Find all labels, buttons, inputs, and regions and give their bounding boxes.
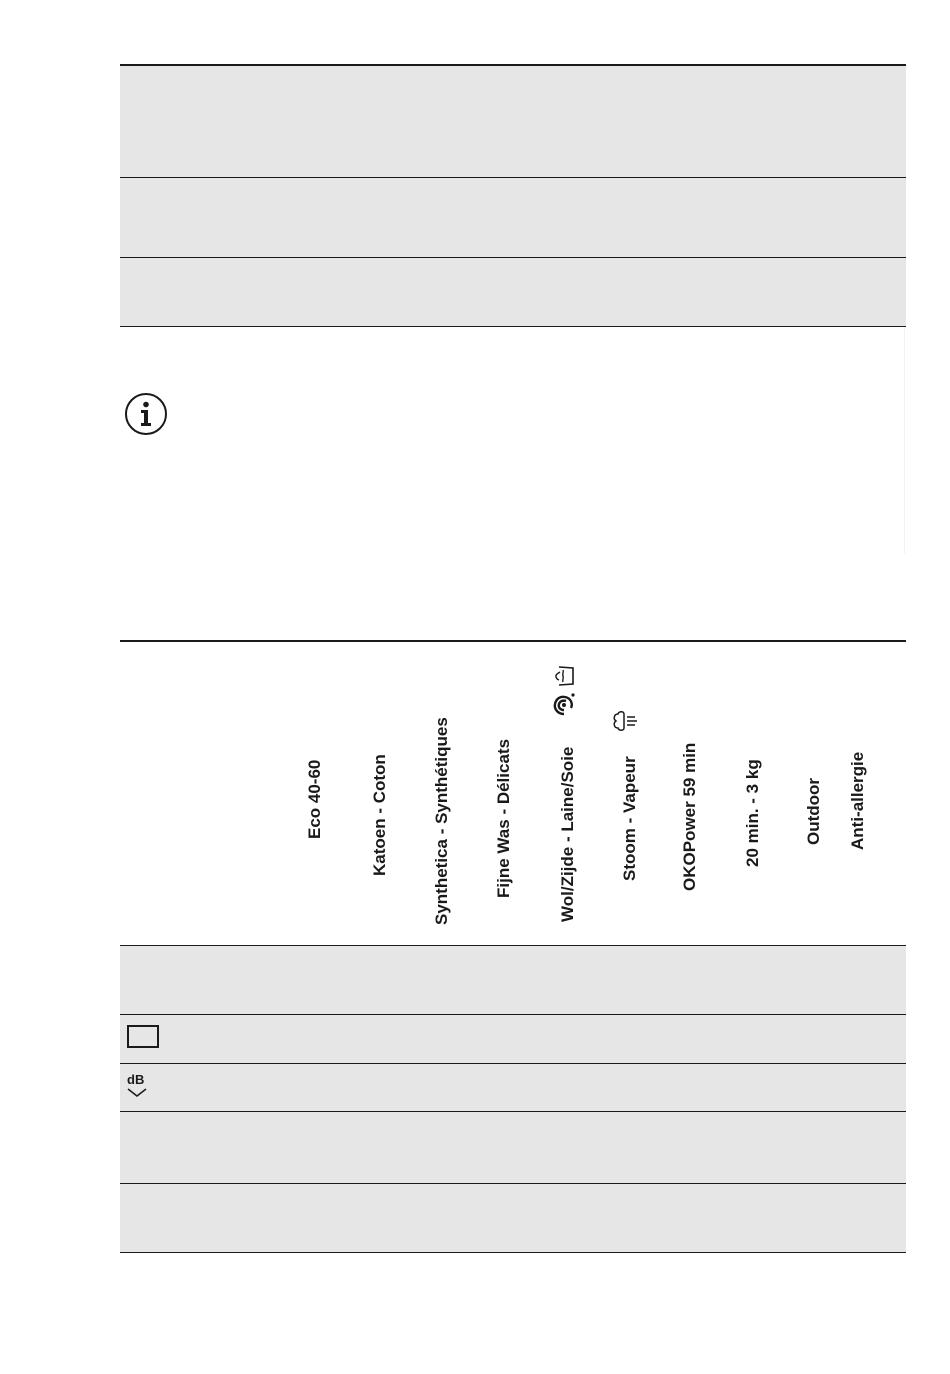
table-row — [120, 1064, 906, 1111]
row-divider — [120, 1063, 906, 1064]
column-header: OKOPower 59 min — [680, 742, 699, 891]
table-row — [120, 1112, 906, 1183]
table-row — [120, 1015, 906, 1063]
row-divider — [120, 1014, 906, 1015]
table-row — [120, 258, 906, 326]
svg-text:dB: dB — [127, 1072, 145, 1087]
table-bottom-rule — [120, 326, 906, 327]
column-header: Stoom - Vapeur — [620, 756, 639, 881]
steam-icon — [612, 704, 638, 734]
column-header: Katoen - Coton — [370, 754, 389, 876]
column-header: Outdoor — [804, 777, 823, 845]
column-header: Synthetica - Synthétiques — [432, 717, 451, 925]
noise-db-icon — [125, 1070, 153, 1100]
column-header: Anti-allergie — [848, 751, 867, 850]
column-header: Wol/Zijde - Laine/Soie — [558, 746, 577, 922]
row-divider — [120, 1183, 906, 1184]
row-divider — [120, 177, 906, 178]
table-row — [120, 946, 906, 1014]
drum-icon — [126, 1023, 160, 1049]
wool-mark-icon — [552, 692, 576, 718]
row-divider — [120, 1111, 906, 1112]
info-icon — [124, 392, 168, 436]
table-row — [120, 66, 906, 177]
note-edge — [904, 328, 905, 554]
table-bottom-rule — [120, 1252, 906, 1253]
column-header: Eco 40-60 — [305, 759, 324, 839]
hand-wash-icon — [554, 664, 576, 688]
column-header: Fijne Was - Délicats — [494, 738, 513, 898]
row-divider — [120, 257, 906, 258]
column-header: 20 min. - 3 kg — [743, 759, 762, 867]
table-row — [120, 1184, 906, 1252]
table-top-rule — [120, 640, 906, 642]
table-row — [120, 178, 906, 257]
